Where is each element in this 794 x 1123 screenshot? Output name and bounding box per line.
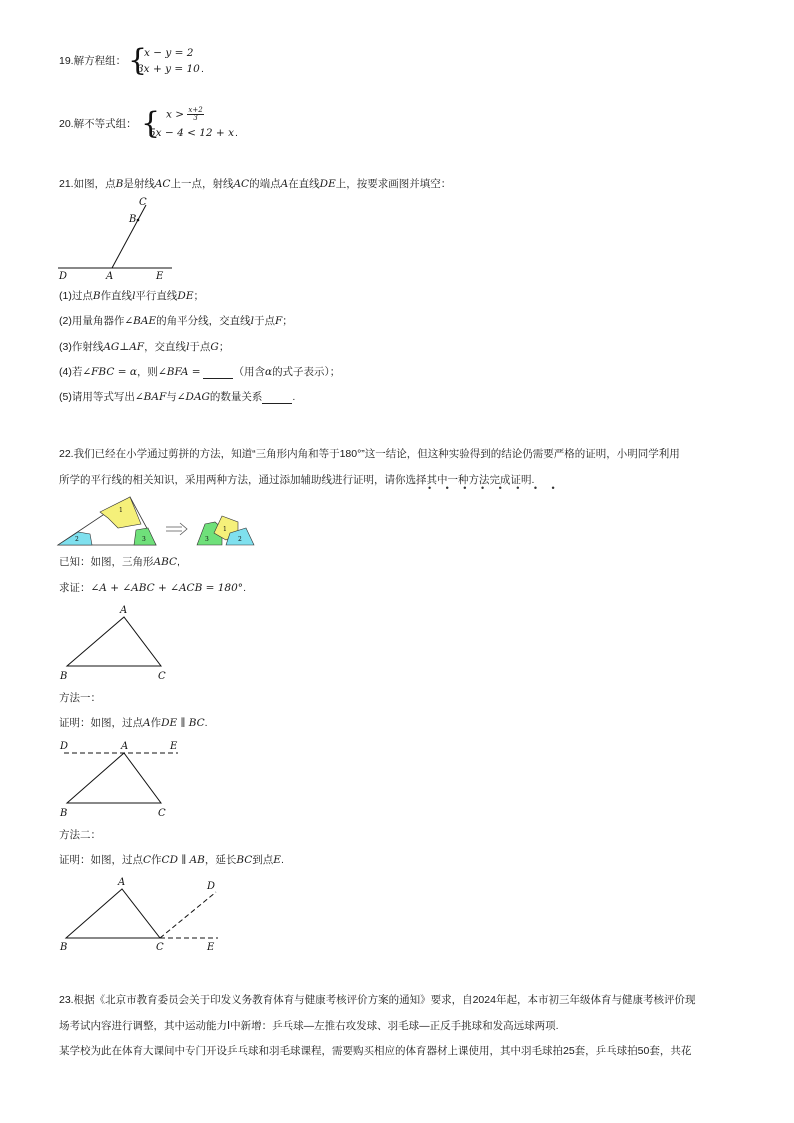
q20-brace: { bbox=[141, 106, 161, 141]
q21-p2-b: ∠BAE bbox=[124, 315, 157, 327]
q21-stem-e: 上一点，射线 bbox=[170, 178, 234, 190]
q21-p4-c: ，则 bbox=[136, 366, 158, 378]
q21-p4-a: (4)若 bbox=[59, 366, 83, 378]
q22-prove-c: . bbox=[243, 582, 246, 594]
q21-p5-f: . bbox=[292, 391, 296, 403]
q22-method2-title: 方法二： bbox=[59, 829, 101, 841]
q21-p4-d: ∠BFA = bbox=[157, 366, 201, 378]
tri-label-a: A bbox=[120, 605, 128, 616]
m2-label-e: E bbox=[207, 942, 215, 953]
triangle-abc-m2 bbox=[66, 889, 160, 938]
q22-proof2-e: ，延长 bbox=[204, 854, 237, 866]
q19-brace: { bbox=[128, 43, 148, 78]
m2-label-d: D bbox=[207, 881, 216, 892]
q21-p5-c: 与 bbox=[166, 391, 177, 403]
q21-p3-f: G bbox=[210, 341, 219, 353]
m1-label-e: E bbox=[170, 741, 178, 752]
q21-stem-f: AC bbox=[233, 178, 250, 190]
q21-p3-e: 于点 bbox=[189, 341, 211, 353]
q19-suffix: . bbox=[201, 63, 204, 75]
q21-p2-g: ； bbox=[282, 315, 293, 327]
q21-p4-g: 的式子表示）； bbox=[272, 366, 341, 378]
q21-p4-e: （用含 bbox=[233, 366, 265, 378]
q22-line2: 所学的平行线的相关知识，采用两种方法，通过添加辅助线进行证明，请你选择其中一种方法完成证明. bbox=[59, 474, 535, 486]
q21-p1-e: 平行直线 bbox=[135, 290, 178, 302]
q21-p3-d: l bbox=[186, 341, 190, 353]
puzzle-label-2: 2 bbox=[75, 536, 79, 543]
m1-label-c: C bbox=[158, 808, 166, 819]
q21-p3-c: ，交直线 bbox=[144, 341, 187, 353]
q21-p4-f: α bbox=[264, 366, 273, 378]
q21-stem-i: 在直线 bbox=[288, 178, 320, 190]
q21-p3-g: ； bbox=[218, 341, 230, 353]
q21-p2-f: F bbox=[274, 315, 283, 327]
q21-p3-a: (3)作射线 bbox=[59, 341, 104, 353]
q20-eq2: 5x − 4 < 12 + x bbox=[149, 127, 234, 139]
q23-line1: 23.根据《北京市教育委员会关于印发义务教育体育与健康考核评价方案的通知》要求，自2024年起，本市初三年级体育与健康考核评价现 bbox=[59, 994, 696, 1006]
q21-p1-c: 作直线 bbox=[100, 290, 133, 302]
q22-proof1-a: 证明：如图，过点 bbox=[59, 717, 143, 729]
q22-proof2-i: . bbox=[280, 854, 284, 866]
q22-prove-b: ∠A + ∠ABC + ∠ACB = 180° bbox=[90, 582, 244, 594]
label-a: A bbox=[106, 271, 114, 282]
tri-label-b: B bbox=[60, 671, 68, 682]
q21-stem-a: 21.如图，点 bbox=[59, 178, 116, 190]
q21-p2-a: (2)用量角器作 bbox=[59, 315, 125, 327]
q21-stem-b: B bbox=[115, 178, 124, 190]
label-e: E bbox=[156, 271, 164, 282]
q22-line1: 22.我们已经在小学通过剪拼的方法，知道“三角形内角和等于180°”这一结论，但这种实验得到的结论仍需要严格的证明，小明同学利用 bbox=[59, 448, 680, 460]
q23-line2: 场考试内容进行调整，其中运动能力Ⅰ中新增：乒乓球—左推右攻发球、羽毛球—正反手挑球和发高远球两项. bbox=[59, 1020, 559, 1032]
m2-label-b: B bbox=[60, 942, 68, 953]
q21-stem-g: 的端点 bbox=[249, 178, 281, 190]
q21-p1-f: DE bbox=[177, 290, 194, 302]
q19-eq1: x − y = 2 bbox=[144, 47, 194, 59]
dashed-line-cd bbox=[160, 892, 216, 938]
q21-p5-b: ∠BAF bbox=[134, 391, 167, 403]
m1-label-d: D bbox=[60, 741, 69, 752]
q20-frac-num: x+2 bbox=[188, 106, 203, 114]
q21-p2-d: l bbox=[250, 315, 254, 327]
q21-p1-d: l bbox=[132, 290, 136, 302]
tri-label-c: C bbox=[158, 671, 166, 682]
q20-suffix: . bbox=[235, 127, 238, 139]
assembled-label-3: 3 bbox=[205, 536, 209, 543]
q22-proof1-d: DE ∥ BC bbox=[161, 717, 205, 729]
q21-stem-d: AC bbox=[154, 178, 171, 190]
m1-label-b: B bbox=[60, 808, 68, 819]
q22-known-c: , bbox=[177, 556, 180, 568]
q21-p1-a: (1)过点 bbox=[59, 290, 93, 302]
q21-p5-a: (5)请用等式写出 bbox=[59, 391, 135, 403]
q22-method1-title: 方法一： bbox=[59, 692, 101, 704]
label-b: B bbox=[129, 214, 137, 225]
q21-p1-b: B bbox=[92, 290, 101, 302]
q21-p2-e: 于点 bbox=[253, 315, 275, 327]
q20-prefix: 20.解不等式组： bbox=[59, 118, 137, 130]
m2-label-a: A bbox=[118, 877, 126, 888]
q22-known-a: 已知：如图，三角形 bbox=[59, 556, 154, 568]
q21-p3-b: AG⊥AF bbox=[103, 341, 145, 353]
q22-proof1-e: . bbox=[204, 717, 208, 729]
q22-proof2-f: BC bbox=[236, 854, 253, 866]
q22-proof1-c: 作 bbox=[150, 717, 162, 729]
q21-p5-e: 的数量关系 bbox=[209, 391, 263, 403]
q22-emphasis-dots: • • • • • • • • bbox=[428, 483, 561, 493]
q22-proof1-b: A bbox=[143, 717, 151, 729]
q19-prefix: 19.解方程组： bbox=[59, 55, 127, 67]
q23-line3: 某学校为此在体育大课间中专门开设乒乓球和羽毛球课程，需要购买相应的体育器材上课使用，其中羽毛球拍25套，乒乓球拍50套，共花 bbox=[59, 1045, 692, 1057]
q22-proof2-b: C bbox=[143, 854, 152, 866]
q21-p1-g: ； bbox=[193, 290, 205, 302]
q21-stem-k: 上，按要求画图并填空： bbox=[335, 178, 452, 190]
q21-stem-h: A bbox=[280, 178, 289, 190]
q20-eq1-left: x > bbox=[166, 108, 185, 121]
m1-label-a: A bbox=[121, 741, 129, 752]
q22-proof2-d: CD ∥ AB bbox=[161, 854, 205, 866]
q22-proof2-a: 证明：如图，过点 bbox=[59, 854, 143, 866]
assembled-label-2: 2 bbox=[238, 536, 242, 543]
label-d: D bbox=[59, 271, 68, 282]
q21-p2-c: 的角平分线，交直线 bbox=[156, 315, 251, 327]
q21-p5-d: ∠DAG bbox=[176, 391, 210, 403]
q22-proof2-c: 作 bbox=[151, 854, 162, 866]
q22-prove-a: 求证： bbox=[59, 582, 91, 594]
puzzle-label-3: 3 bbox=[142, 536, 146, 543]
q20-frac-den: 3 bbox=[193, 114, 198, 122]
puzzle-label-1: 1 bbox=[119, 507, 123, 514]
m2-label-c: C bbox=[156, 942, 164, 953]
label-c: C bbox=[139, 197, 147, 208]
q21-stem-j: DE bbox=[319, 178, 336, 190]
assembled-label-1: 1 bbox=[223, 526, 227, 533]
q22-proof2-h: E bbox=[273, 854, 281, 866]
q21-p4-b: ∠FBC = α bbox=[82, 366, 137, 378]
q22-known-b: ABC bbox=[153, 556, 178, 568]
q21-stem-c: 是射线 bbox=[123, 178, 155, 190]
q22-proof2-g: 到点 bbox=[252, 854, 274, 866]
q19-eq2: 3x + y = 10 bbox=[137, 63, 200, 75]
